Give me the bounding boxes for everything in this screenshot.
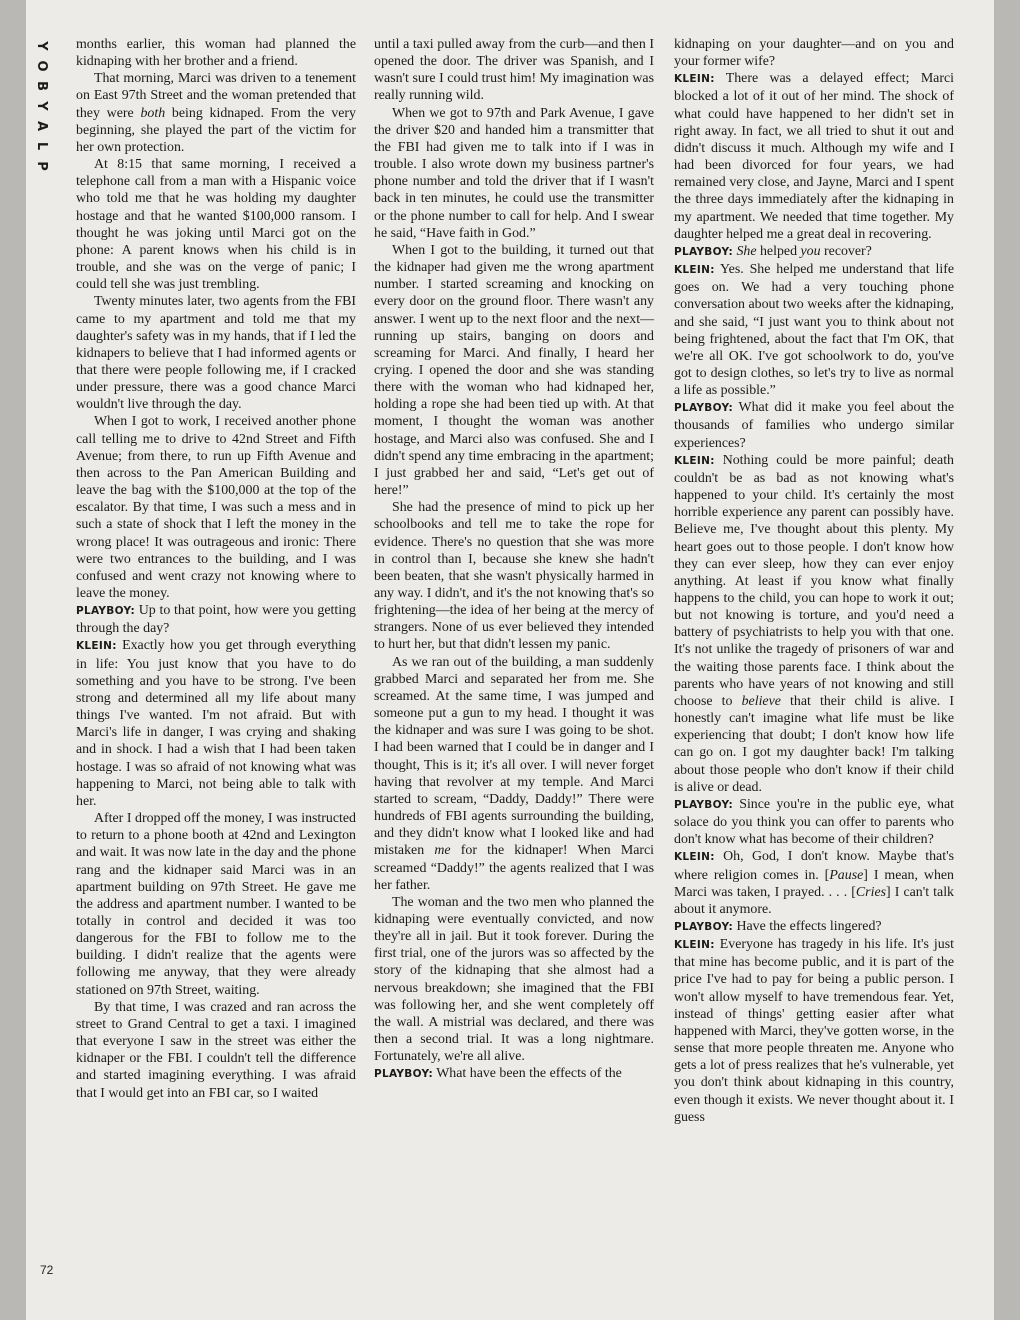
column-3 — [674, 36, 954, 1126]
body-paragraph: After I dropped off the money, I was instructed to return to a phone booth at 42nd and Lexington and wait. It was now late in the day and the phone rang and the kidnaper said Marci was in an apartment building on 97th Street. He gave me the address and apartment number. I wanted to be totally in control and decided it was too dangerous for the FBI to follow me to the building. I didn't realize that the agents were following me anyway, that they were already stationed on 97th Street, waiting. — [76, 811, 356, 998]
interview-turn — [76, 602, 356, 637]
interview-turn — [674, 399, 954, 451]
interview-turn — [374, 1065, 654, 1083]
speaker-text: Nothing could be more painful; death couldn't be as bad as not knowing what's happened to your child. It's certainly the most horrible experience any parent can possibly have. Believe me, I've thought about this plenty. My heart goes out to those people. I don't know how they can ever sleep, how they can ever enjoy anything. At least if you know what finally happens to the child, you can hope to work it out; but not knowing is torture, and you'd need a battery of psychiatrists to help you with that one. It's not unlike the tragedy of prisoners of war and the waiting those parents face. I think about the parents who have years of not knowing and still choose to believe that their child is alive. I honestly can't imagine what life must be like experiencing that doubt; I don't know how life can go on. I got my daughter back! I'm talking about those people who don't know if their child is alive or dead. — [674, 452, 954, 795]
column-1 — [76, 36, 356, 1102]
speaker-label: PLAYBOY: — [674, 402, 733, 415]
speaker-text: There was a delayed effect; Marci blocked a lot of it out of her mind. The shock of what could have happened to her didn't set in right away. In fact, we all tried to shut it out and didn't discuss it much. Although my wife and I had been divorced for four years, we had remained very close, and Jayne, Marci and I spent the three days immediately after the kidnaping in my apartment. We needed that time together. My daughter helped me a great deal in recovering. — [674, 71, 954, 242]
masthead-letter: A — [34, 120, 49, 132]
interview-turn — [76, 637, 356, 810]
page-number: 72 — [40, 1263, 54, 1277]
body-paragraph: At 8:15 that same morning, I received a telephone call from a man with a Hispanic voice who told me that he was holding my daughter hostage and that he wanted $100,000 ransom. I thought he was joking until Marci got on the phone: A parent knows when his child is in trouble, and she was on the verge of panic; I could tell she was just trembling. — [76, 157, 356, 293]
magazine-page — [26, 0, 994, 1320]
interview-turn — [674, 243, 954, 261]
speaker-text: Since you're in the public eye, what solace do you think you can offer to parents who don't know what has become of their children? — [674, 796, 954, 848]
body-paragraph: When I got to the building, it turned out that the kidnaper had given me the wrong apartment number. I started screaming and knocking on every door on the ground floor. There wasn't any answer. I went up to the next floor and the next—running up stairs, banging on doors and screaming for Marci. And finally, I heard her crying. I opened the door and she was standing there with the woman who had kidnaped her, holding a rope she had been tied up with. At that moment, I thought the woman was another hostage, and Marci also was confused. She and I didn't spend any time embracing in the apartment; I just grabbed her and said, “Let's get out of here!” — [374, 242, 654, 499]
body-paragraph: When we got to 97th and Park Avenue, I gave the driver $20 and handed him a transmitter that the FBI had given me to talk into if I was in trouble. I also wrote down my business partner's phone number and told the driver that if I wasn't back in ten minutes, he could use the transmitter or the phone number to call for help. And I swear he said, “Have faith in God.” — [374, 105, 654, 241]
interview-turn — [674, 796, 954, 848]
speaker-label: PLAYBOY: — [76, 605, 135, 618]
speaker-text: Have the effects lingered? — [732, 918, 882, 934]
speaker-text: She helped you recover? — [736, 243, 872, 259]
speaker-label: KLEIN: — [76, 640, 117, 653]
speaker-text: Oh, God, I don't know. Maybe that's where religion comes in. [Pause] I mean, when Marci was taken, I prayed. . . . [Cries] I can't talk about it anymore. — [674, 849, 954, 917]
speaker-text: Exactly how you get through everything in life: You just know that you have to do something and you have to be strong. I've been strong and determined all my life about many things I've wanted. I'm not afraid. But with Marci's life in danger, I was crying and shaking and in shock. I had a wish that I had been taken hostage. I was so afraid of not knowing what was happening to Marci, not being able to talk with her. — [76, 638, 356, 809]
body-paragraph: By that time, I was crazed and ran across the street to Grand Central to get a taxi. I imagined that everyone I saw in the street was either the kidnaper or the FBI. I couldn't tell the difference and started imagining everything. I was afraid that I would get into an FBI car, so I waited — [76, 999, 356, 1101]
body-paragraph: As we ran out of the building, a man suddenly grabbed Marci and separated her from me. She screamed. At the same time, I was jumped and someone put a gun to my head. I thought it was the kidnaper and was sure I was going to be shot. I had been warned that I could be in danger and I thought, This is it; it's all over. I will never forget having that revolver at my temple. And Marci started to scream, “Daddy, Daddy!” There were hundreds of FBI agents surrounding the building, and they didn't know what I looked like and had mistaken me for the kidnaper! When Marci screamed “Daddy!” the agents realized that I was her father. — [374, 654, 655, 893]
body-paragraph: The woman and the two men who planned the kidnaping were eventually convicted, and now they're all in jail. But it took forever. During the first trial, one of the jurors was so affected by the story of the kidnaping that she almost had a nervous breakdown; she imagined that the FBI was following her, and she went completely off the wall. A mistrial was declared, and there was then a second trial. It was a long nightmare. Fortunately, we're all alive. — [374, 894, 654, 1065]
masthead-letter: Y — [34, 101, 49, 111]
interview-turn — [674, 452, 954, 796]
speaker-label: PLAYBOY: — [374, 1068, 433, 1081]
speaker-label: KLEIN: — [674, 851, 715, 864]
column-2 — [374, 36, 654, 1084]
speaker-label: PLAYBOY: — [674, 798, 733, 811]
speaker-text: What did it make you feel about the thousands of families who undergo similar experiences? — [674, 400, 954, 451]
interview-turn — [674, 936, 954, 1126]
speaker-text: Everyone has tragedy in his life. It's just that mine has become public, and it is part of the price I've had to pay for being a public person. I won't allow myself to have tremendous fear. Yet, instead of things' getting easier after what happened with Marci, they've gotten worse, in the sense that more people threaten me. Anyone who gets a lot of press realizes that he's vulnerable, yet you don't think about kidnaping in this country, even though it exists. We never thought about it. I guess — [674, 937, 954, 1125]
speaker-label: KLEIN: — [674, 264, 715, 277]
speaker-label: KLEIN: — [674, 73, 715, 86]
speaker-label: PLAYBOY: — [674, 245, 733, 258]
body-paragraph: When I got to work, I received another phone call telling me to drive to 42nd Street and Fifth Avenue; from there, to run up Fifth Avenue and then across to the Pan American Building and leave the bag with the $100,000 at the top of the escalator. By that time, I was such a mess and in such a state of shock that I left the money in the wrong place! It was outrageous and ironic: There were two entrances to the building, and I was confused and went crazy not knowing where to leave the money. — [76, 414, 356, 601]
interview-turn — [674, 261, 954, 399]
body-paragraph: months earlier, this woman had planned the kidnaping with her brother and a friend. — [76, 37, 356, 70]
masthead-letter: O — [34, 60, 49, 72]
speaker-label: PLAYBOY: — [674, 920, 733, 933]
speaker-text: Up to that point, how were you getting through the day? — [76, 603, 356, 637]
body-paragraph: Twenty minutes later, two agents from the FBI came to my apartment and told me that my daughter's safety was in my hands, that if I led the kidnapers to believe that I had informed agents or that there were people following me, if I cracked under pressure, there was a good chance Marci wouldn't live through the day. — [76, 294, 356, 413]
masthead-letter: Y — [34, 41, 49, 51]
interview-turn — [674, 848, 954, 918]
masthead-letter: B — [34, 81, 49, 91]
masthead-vertical — [34, 36, 48, 176]
body-paragraph: until a taxi pulled away from the curb—and then I opened the door. The driver was Spanish, and I wasn't sure I could trust him! My imagination was really running wild. — [374, 37, 654, 104]
interview-turn — [674, 918, 954, 936]
speaker-text: What have been the effects of the — [432, 1066, 622, 1082]
speaker-label: KLEIN: — [674, 454, 715, 467]
speaker-text: Yes. She helped me understand that life goes on. We had a very touching phone conversation about two weeks after the kidnaping, and she said, “I just want you to think about not being frightened, about the fact that I'm OK, that we're all OK. I've got schoolwork to do, you've got to design clothes, so let's try to live as normal a life as possible.” — [674, 262, 954, 399]
body-paragraph: She had the presence of mind to pick up her schoolbooks and tell me to take the rope for evidence. There's no question that she was more in control than I, because she knew she hadn't been beaten, that she wasn't physically harmed in any way. I didn't, and it's the not knowing that's so frightening—the idea of her being at the mercy of strangers. None of us ever believed they intended to hurt her, but that didn't lessen my panic. — [374, 500, 654, 653]
masthead-letter: L — [34, 141, 49, 151]
interview-turn — [674, 70, 954, 243]
speaker-label: KLEIN: — [674, 939, 715, 952]
body-paragraph: kidnaping on your daughter—and on you and your former wife? — [674, 37, 954, 70]
masthead-letter: P — [34, 161, 49, 171]
body-paragraph: That morning, Marci was driven to a tenement on East 97th Street and the woman pretended that they were both being kidnaped. From the very beginning, she played the part of the victim for her own protection. — [76, 71, 356, 155]
